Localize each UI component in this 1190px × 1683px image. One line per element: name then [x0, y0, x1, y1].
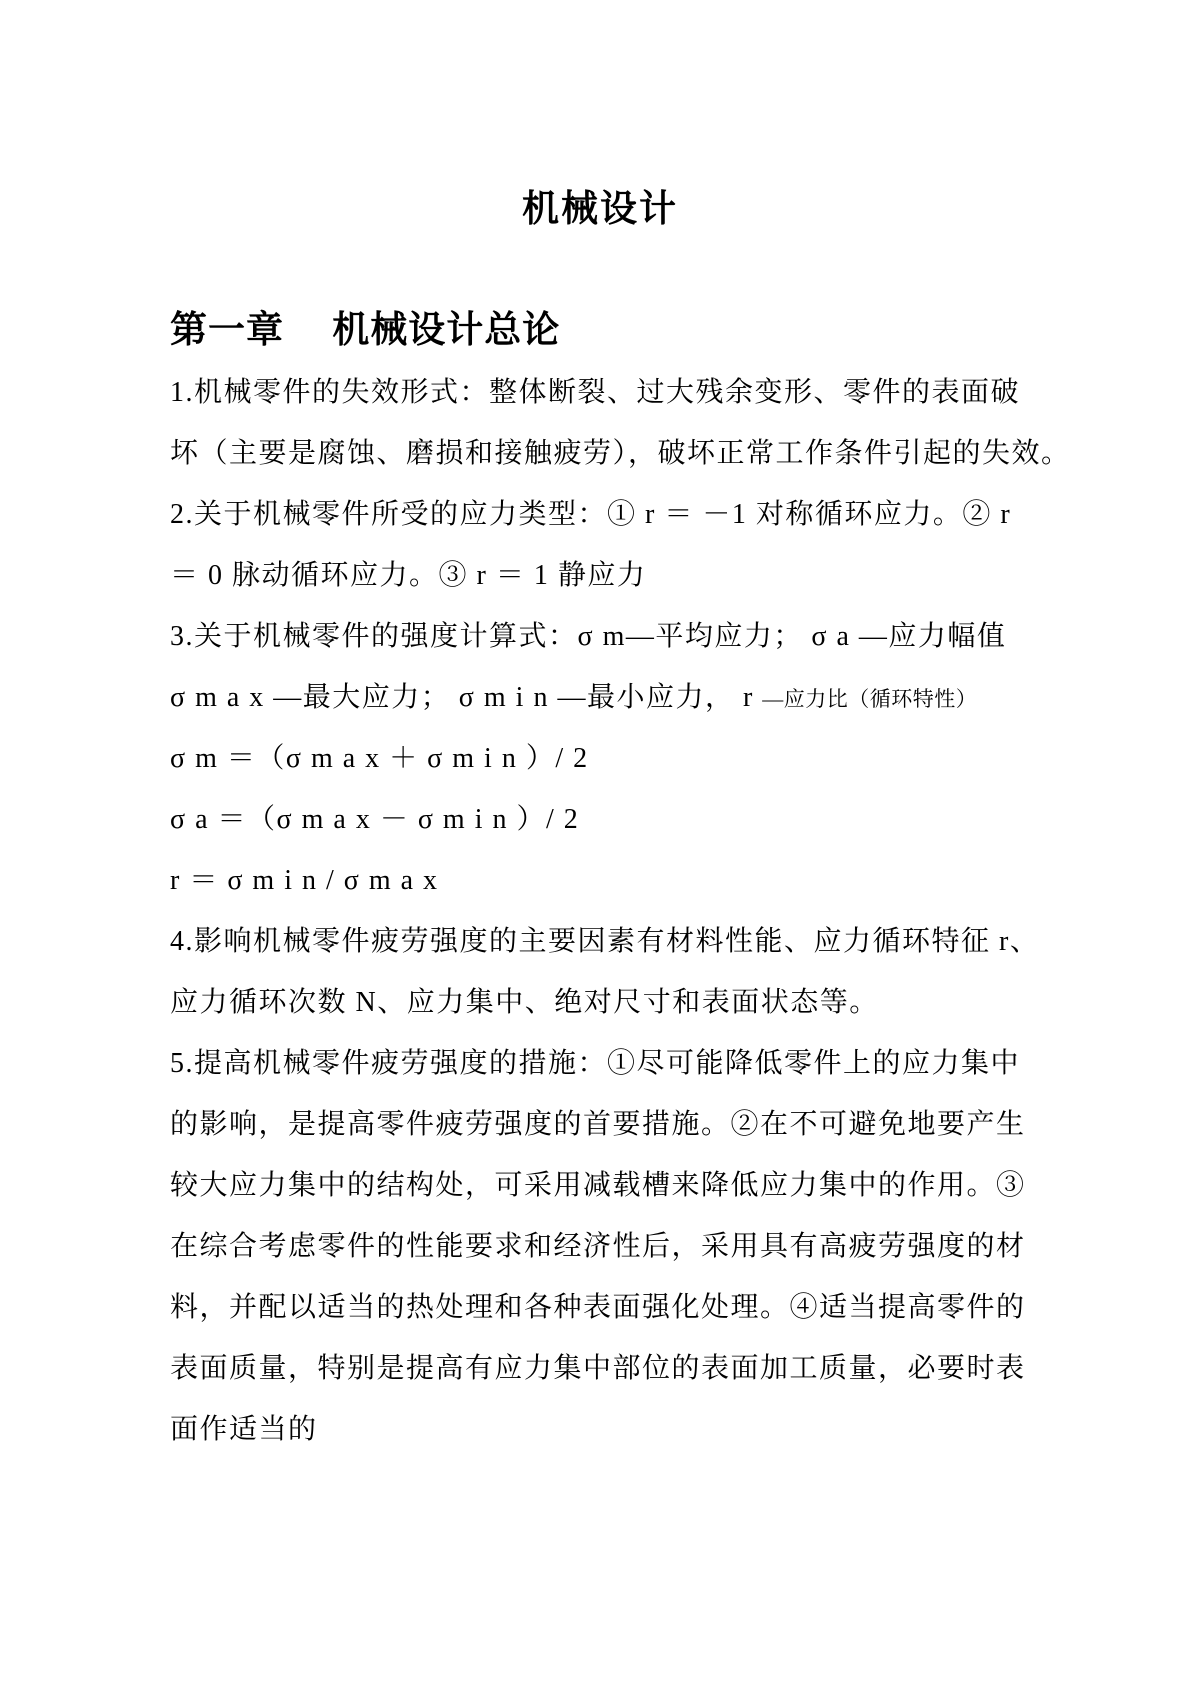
body-line [170, 607, 1030, 668]
line-text: 的影响，是提高零件疲劳强度的首要措施。②在不可避免地要产生 [170, 1109, 1026, 1140]
line-text: 在综合考虑零件的性能要求和经济性后，采用具有高疲劳强度的材 [170, 1231, 1026, 1262]
body-line [170, 1095, 1030, 1156]
body-line [170, 851, 1030, 912]
line-text: σ a ＝（σ m a x － σ m i n ）/ 2 [170, 804, 580, 835]
line-text: 5.提高机械零件疲劳强度的措施：①尽可能降低零件上的应力集中 [170, 1048, 1021, 1079]
body-line [170, 973, 1030, 1034]
body-line [170, 912, 1040, 973]
line-text: 表面质量，特别是提高有应力集中部位的表面加工质量，必要时表 [170, 1353, 1026, 1384]
line-text: 4.影响机械零件疲劳强度的主要因素有材料性能、应力循环特征 r、 [170, 926, 1040, 957]
line-text: 面作适当的 [170, 1414, 318, 1445]
body-line [170, 546, 1030, 607]
line-text: ＝ 0 脉动循环应力。③ r ＝ 1 静应力 [170, 560, 647, 591]
body-line [170, 1156, 1030, 1217]
line-text: 坏（主要是腐蚀、磨损和接触疲劳），破坏正常工作条件引起的失效。 [170, 438, 1071, 469]
body-line [170, 790, 1030, 851]
line-text-small: —应力比（循环特性） [762, 687, 978, 711]
line-text: 2.关于机械零件所受的应力类型：① r ＝ －1 对称循环应力。② r [170, 499, 1012, 530]
body-line [170, 1217, 1030, 1278]
line-text: 料，并配以适当的热处理和各种表面强化处理。④适当提高零件的 [170, 1292, 1026, 1323]
body-line [170, 1034, 1030, 1095]
body-line [170, 1278, 1030, 1339]
line-text: 1.机械零件的失效形式：整体断裂、过大残余变形、零件的表面破 [170, 377, 1021, 408]
body-line [170, 424, 1071, 485]
line-text: 较大应力集中的结构处，可采用减载槽来降低应力集中的作用。③ [170, 1170, 1026, 1201]
body-line [170, 1339, 1030, 1400]
body-line [170, 363, 1030, 424]
body-line [170, 485, 1030, 546]
line-text: 3.关于机械零件的强度计算式：σ m—平均应力； σ a —应力幅值 [170, 621, 1007, 652]
body-line [170, 668, 1030, 729]
body-line [170, 1400, 1030, 1461]
line-text: σ m a x —最大应力； σ m i n —最小应力， r [170, 682, 763, 713]
chapter-heading: 第一章 机械设计总论 [170, 310, 561, 351]
line-text: 应力循环次数 N、应力集中、绝对尺寸和表面状态等。 [170, 987, 879, 1018]
line-text: r ＝ σ m i n / σ m a x [170, 865, 439, 896]
document-title: 机械设计 [522, 189, 678, 230]
body-line [170, 729, 1030, 790]
line-text: σ m ＝（σ m a x ＋ σ m i n ）/ 2 [170, 743, 589, 774]
body-text [170, 363, 1071, 1461]
